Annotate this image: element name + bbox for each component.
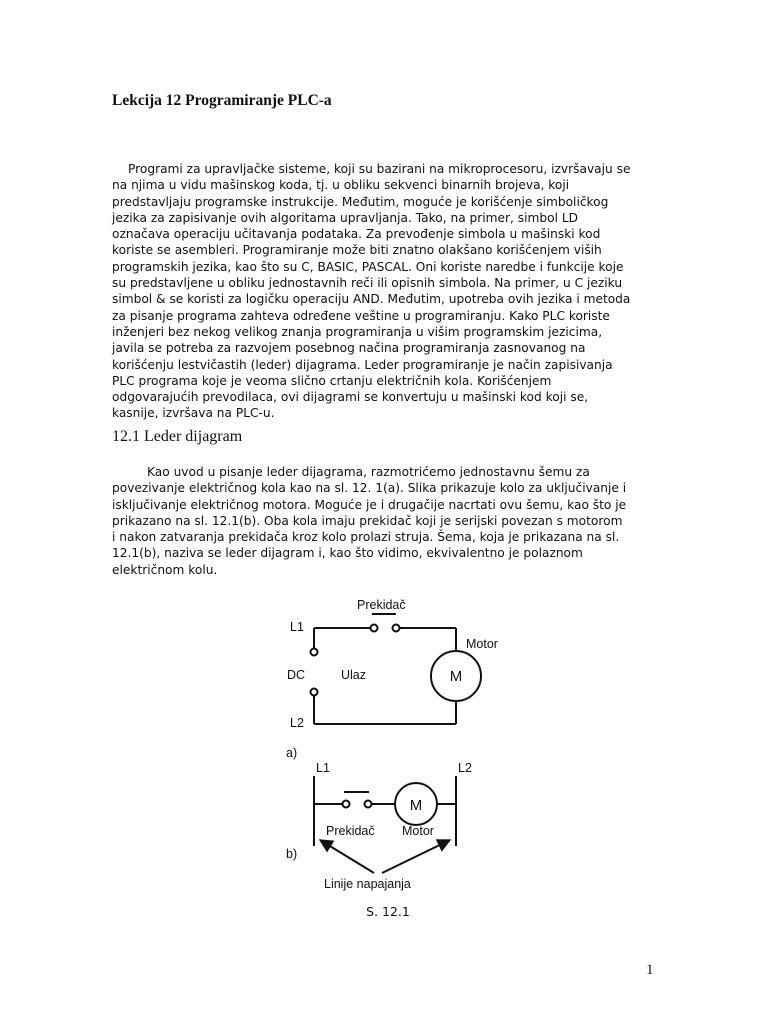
circuit-figure: [274, 592, 514, 898]
text-line: na njima u vidu mašinskog koda, tj. u obliku sekvenci binarnih brojeva, koji: [112, 178, 570, 193]
l2-label-a: L2: [290, 716, 304, 730]
text-line: PLC programa koje je veoma slično crtanju električnih kola. Korišćenjem: [112, 373, 552, 388]
text-line: korišćenju lestvičastih (leder) dijagrama. Leder programiranje je način zapisivanja: [112, 357, 613, 372]
text-line: za pisanje programa zahteva određene veštine u programiranju. Kako PLC koriste: [112, 308, 610, 323]
text-line: i nakon zatvaranja prekidača kroz kolo prolazi struja. Šema, koja je prikazana na sl.: [112, 530, 620, 545]
rail-arrow-right: [382, 840, 450, 873]
section-paragraph: [112, 464, 658, 578]
input-terminal-top: [311, 649, 318, 656]
text-line: programskih jezika, kao što su C, BASIC, PASCAL. Oni koriste naredbe i funkcije koje: [112, 259, 624, 274]
text-line: javila se potreba za razvojem posebnog načina programiranja zasnovanog na: [112, 341, 586, 356]
text-line: inženjeri bez nekog velikog znanja programiranja u višim programskim jezicima,: [112, 324, 603, 339]
text-line: prikazano na sl. 12.1(b). Oba kola imaju prekidač koji je serijski povezan s motorom: [112, 513, 623, 528]
switch-label-a: Prekidač: [357, 598, 406, 612]
text-line: kasnije, izvršava na PLC-u.: [112, 406, 275, 421]
switch-contact-right: [393, 625, 400, 632]
switch-label-b: Prekidač: [326, 824, 375, 838]
figure-caption: S. 12.1: [366, 904, 410, 919]
switch-contact-left: [371, 625, 378, 632]
text-line: su predstavljene u obliku jednostavnih reči ili opisnih simbola. Na primer, u C jeziku: [112, 276, 623, 291]
power-lines-label: Linije napajanja: [324, 877, 411, 891]
section-heading: 12.1 Leder dijagram: [112, 428, 243, 445]
text-line: električnom kolu.: [112, 562, 218, 577]
intro-paragraph: [112, 161, 658, 422]
text-line: označava operaciju učitavanja podataka. Za prevođenje simbola u mašinski kod: [112, 227, 601, 242]
input-terminal-bottom: [311, 689, 318, 696]
page-number: 1: [646, 962, 654, 978]
switch-contact-right-b: [365, 801, 372, 808]
rail-arrow-left: [320, 840, 374, 873]
input-label: Ulaz: [341, 668, 367, 682]
motor-label-a: Motor: [466, 637, 498, 651]
motor-symbol-a: M: [449, 668, 463, 685]
text-line: Kao uvod u pisanje leder dijagrama, razmotrićemo jednostavnu šemu za: [147, 465, 590, 479]
switch-contact-left-b: [343, 801, 350, 808]
text-line: predstavljaju programske instrukcije. Međutim, moguće je korišćenje simboličkog: [112, 194, 609, 209]
figure-a-label: a): [286, 746, 298, 760]
l2-label-b: L2: [458, 761, 472, 775]
l1-label-b: L1: [316, 761, 330, 775]
l1-label-a: L1: [290, 620, 304, 634]
text-line: povezivanje električnog kola kao na sl. 12. 1(a). Slika prikazuje kolo za uključivanje i: [112, 481, 627, 496]
dc-label: DC: [287, 668, 306, 682]
page-title: Lekcija 12 Programiranje PLC-a: [112, 92, 332, 109]
text-line: odgovarajućih prevodilaca, ovi dijagrami se konvertuju u mašinski kod koji se,: [112, 390, 589, 405]
text-line: simbol & se koristi za logičku operaciju AND. Međutim, upotreba ovih jezika i metoda: [112, 292, 631, 307]
text-line: 12.1(b), naziva se leder dijagram i, kao što vidimo, ekvivalentno je polaznom: [112, 546, 583, 561]
figure-b-label: b): [286, 847, 298, 861]
text-line: koriste se asembleri. Programiranje može biti znatno olakšano korišćenjem viših: [112, 243, 602, 258]
text-line: isključivanje električnog motora. Moguće je i drugačije nacrtati ovu šemu, kao što je: [112, 497, 627, 512]
motor-label-b: Motor: [402, 824, 434, 838]
text-line: jezika za zapisivanje ovih algoritama upravljanja. Tako, na primer, simbol LD: [112, 210, 579, 225]
motor-symbol-b: M: [409, 797, 423, 814]
text-line: Programi za upravljačke sisteme, koji su bazirani na mikroprocesoru, izvršavaju se: [128, 162, 631, 176]
